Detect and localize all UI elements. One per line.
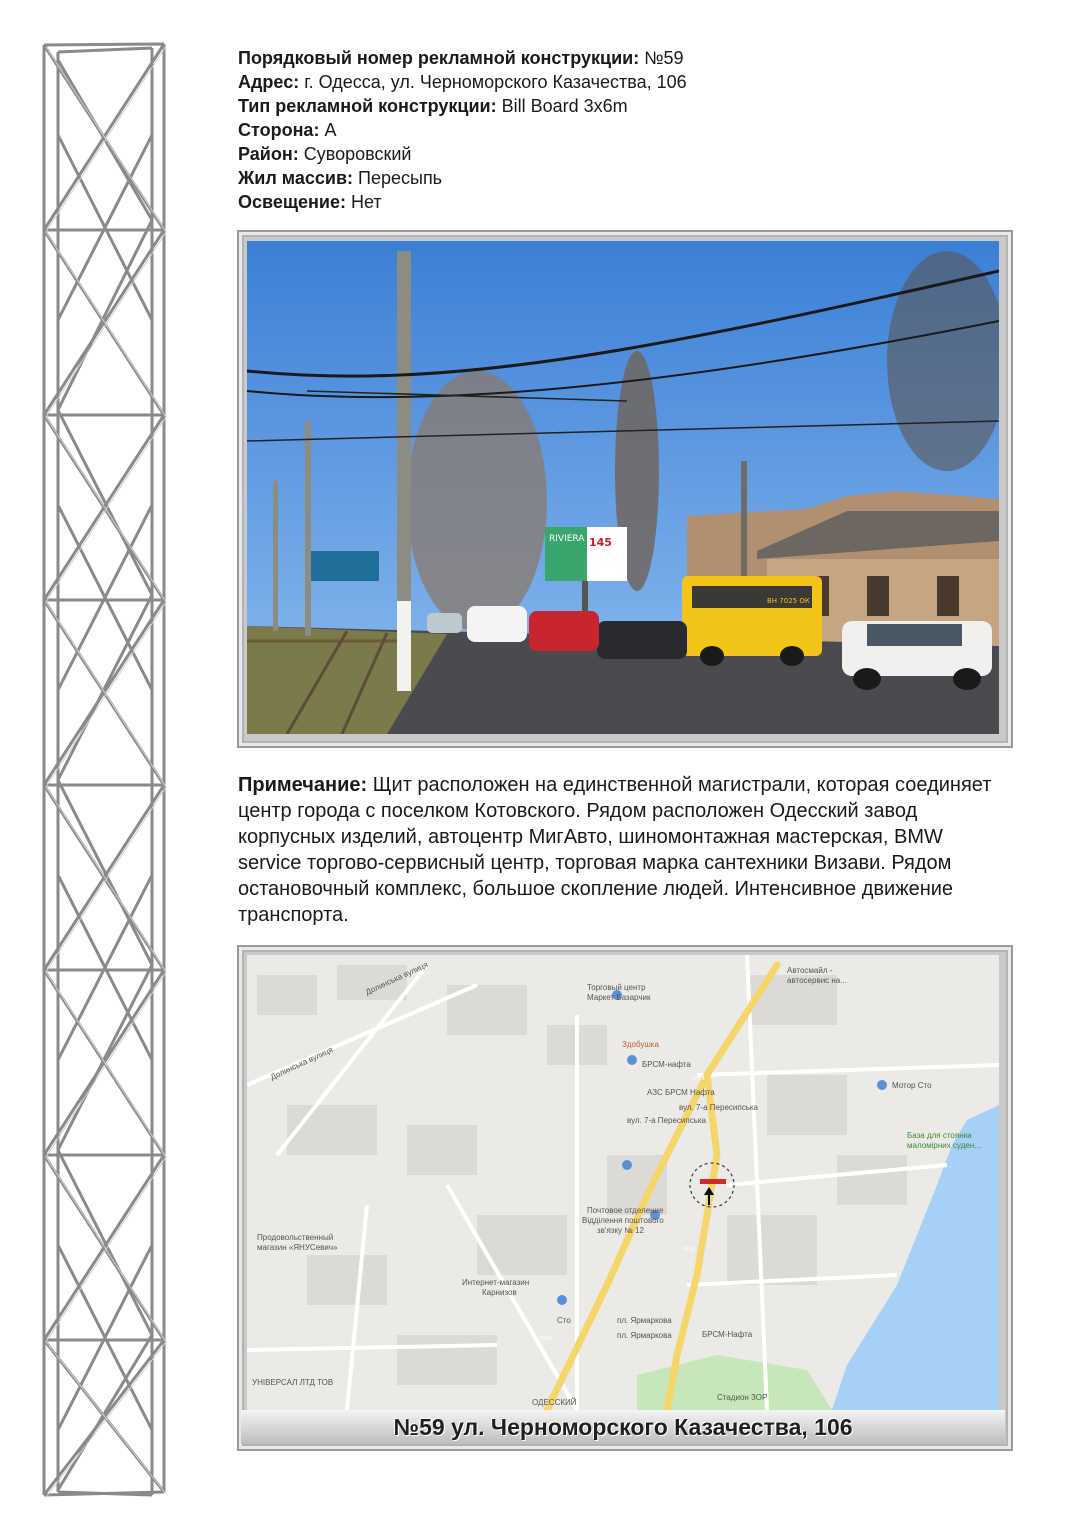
map-label-bazarchik: Маркет Базарчик [587,993,651,1002]
map-label-yarm1: пл. Ярмаркова [617,1316,672,1325]
map-label-shop1: Продовольственный [257,1233,334,1242]
map-label-azs: АЗС БРСМ Нафта [647,1088,715,1097]
location-map [247,955,999,1410]
map-label-post1: Почтовое отделение [587,1206,664,1215]
map-label-brsm2: БРСМ-Нафта [702,1330,753,1339]
motor-pin [877,1080,887,1090]
map-label-post3: зв'язку № 12 [597,1226,644,1235]
map-label-brsm1: БРСМ-нафта [642,1060,691,1069]
map-label-autosmile2: автосервис на... [787,976,847,985]
note-text: Щит расположен на единственной магистрали, которая соединяет центр города с поселком Котовского. Рядом расположен Одесский завод корпусных изделий, автоцентр МигАвто, шиномонтажная мастерская, BMW service торгово-сервисный центр, торговая марка сантехники Визави. Рядом остановочный комплекс, большое скопление людей. Интенсивное движение транспорта. [238,774,992,926]
map-label-baza2: маломірних суден... [907,1141,981,1150]
map-label-trade-center: Торговый центр [587,983,646,992]
billboard-price: 145 [589,536,612,549]
info-number: Порядковый номер рекламной конструкции: №59 [238,48,684,68]
map-label-post2: Відділення поштового [582,1216,664,1225]
street-photo [247,241,999,734]
map-label-baza1: База для стоянки [907,1131,972,1140]
map-label-sto: Сто [557,1316,571,1325]
info-block [238,46,687,214]
note-block [238,772,998,928]
info-side: Сторона: А [238,120,337,140]
shop-pin [622,1160,632,1170]
map-caption: №59 ул. Черноморского Казачества, 106 [241,1410,1005,1444]
map-label-shop2: магазин «ЯНУСевич» [257,1243,338,1252]
map-label-m14b: M14 [683,1247,695,1253]
map-label-karniz1: Интернет-магазин [462,1278,530,1287]
map-label-zdobushka: Здобушка [622,1040,659,1049]
sto-pin [557,1295,567,1305]
map-label-motor: Мотор Сто [892,1081,932,1090]
map-label-yarm2: пл. Ярмаркова [617,1331,672,1340]
info-type: Тип рекламной конструкции: Bill Board 3x6m [238,96,628,116]
map-label-universal: УНІВЕРСАЛ ЛТД ТОВ [252,1378,334,1387]
map-label-dolynska1: Долинська вулиця [269,1044,335,1082]
note-label: Примечание: [238,774,368,796]
zdobushka-pin [627,1055,637,1065]
info-massif: Жил массив: Пересыпь [238,168,443,188]
map-label-dolynska2: Долинська вулиця [364,959,430,997]
map-label-stop1: вул. 7-а Пересипська [679,1103,758,1112]
map-label-m14a: M14 [693,1076,705,1082]
billboard-brand: RIVIERA [549,534,585,544]
info-district: Район: Суворовский [238,144,412,164]
truss-decoration [36,40,172,1500]
info-lighting: Освещение: Нет [238,192,382,212]
bus-plate: ВН 7025 ОК [767,597,810,605]
map-label-autosmile: Автосмайл - [787,966,833,975]
map-label-odessky: ОДЕССКИЙ [532,1398,577,1407]
map-label-karniz2: Карнизов [482,1288,517,1297]
info-address: Адрес: г. Одесса, ул. Черноморского Казачества, 106 [238,72,687,92]
map-label-stop2: вул. 7-а Пересипська [627,1116,706,1125]
map-label-m14c: M14 [540,1336,552,1342]
map-label-stadion: Стадион ЗОР [717,1393,768,1402]
